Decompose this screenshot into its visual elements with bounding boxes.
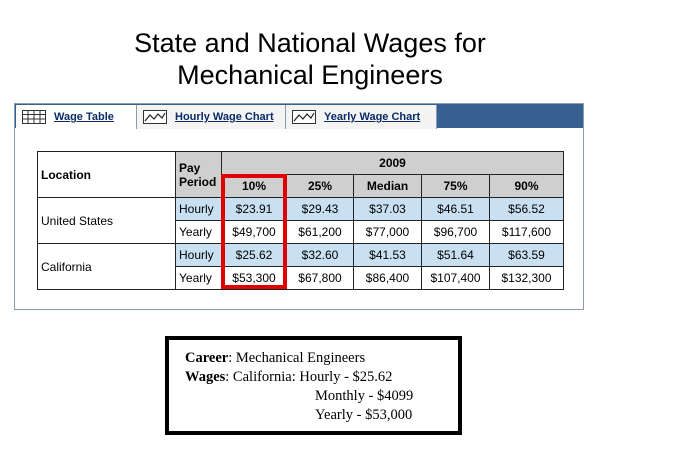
line-chart-icon — [292, 110, 316, 124]
value-cell: $32.60 — [287, 244, 354, 267]
value-cell: $96,700 — [422, 221, 490, 244]
value-cell: $86,400 — [354, 267, 422, 290]
value-cell: $46.51 — [422, 198, 490, 221]
header-percentile: Median — [354, 175, 422, 198]
header-percentile: 25% — [287, 175, 354, 198]
value-cell: $49,700 — [222, 221, 287, 244]
header-percentile: 75% — [422, 175, 490, 198]
page-title-line2: Mechanical Engineers — [177, 60, 443, 90]
career-value: : Mechanical Engineers — [228, 350, 366, 366]
header-percentile: 10% — [222, 175, 287, 198]
value-cell: $61,200 — [287, 221, 354, 244]
wages-label: Wages — [185, 369, 226, 385]
value-cell: $23.91 — [222, 198, 287, 221]
period-cell: Yearly — [176, 221, 222, 244]
tab-hourly-wage-chart[interactable] — [137, 105, 286, 129]
line-chart-icon — [143, 110, 167, 124]
note-yearly: Yearly - $53,000 — [315, 407, 413, 423]
wage-panel — [14, 103, 584, 310]
note-career-line — [185, 349, 458, 368]
tab-yearly-wage-chart-label: Yearly Wage Chart — [324, 111, 421, 123]
header-year: 2009 — [222, 152, 564, 175]
value-cell: $51.64 — [422, 244, 490, 267]
tab-yearly-wage-chart[interactable] — [286, 105, 437, 129]
period-cell: Hourly — [176, 198, 222, 221]
value-cell: $77,000 — [354, 221, 422, 244]
wage-table — [37, 151, 564, 290]
tab-hourly-wage-chart-label: Hourly Wage Chart — [175, 111, 274, 123]
value-cell: $67,800 — [287, 267, 354, 290]
table-row — [38, 244, 564, 267]
note-monthly: Monthly - $4099 — [315, 388, 414, 404]
note-wages-line — [185, 368, 458, 387]
value-cell: $107,400 — [422, 267, 490, 290]
value-cell: $117,600 — [490, 221, 564, 244]
value-cell: $63.59 — [490, 244, 564, 267]
value-cell: $37.03 — [354, 198, 422, 221]
value-cell: $53,300 — [222, 267, 287, 290]
value-cell: $132,300 — [490, 267, 564, 290]
table-icon — [22, 110, 46, 124]
tab-wage-table-label: Wage Table — [54, 111, 114, 123]
summary-note — [165, 336, 462, 435]
value-cell: $41.53 — [354, 244, 422, 267]
table-row — [38, 198, 564, 221]
page-title-line1: State and National Wages for — [134, 28, 486, 58]
period-cell: Hourly — [176, 244, 222, 267]
location-cell: United States — [38, 198, 176, 244]
tab-bar — [15, 104, 583, 128]
header-percentile: 90% — [490, 175, 564, 198]
value-cell: $56.52 — [490, 198, 564, 221]
value-cell: $25.62 — [222, 244, 287, 267]
tab-wage-table[interactable] — [16, 105, 137, 129]
value-cell: $29.43 — [287, 198, 354, 221]
career-label: Career — [185, 350, 229, 366]
header-location: Location — [38, 152, 176, 198]
location-cell: California — [38, 244, 176, 290]
header-pay-period: Pay Period — [176, 152, 222, 198]
period-cell: Yearly — [176, 267, 222, 290]
page-title — [0, 27, 620, 91]
wages-value: : California: Hourly - $25.62 — [225, 369, 393, 385]
